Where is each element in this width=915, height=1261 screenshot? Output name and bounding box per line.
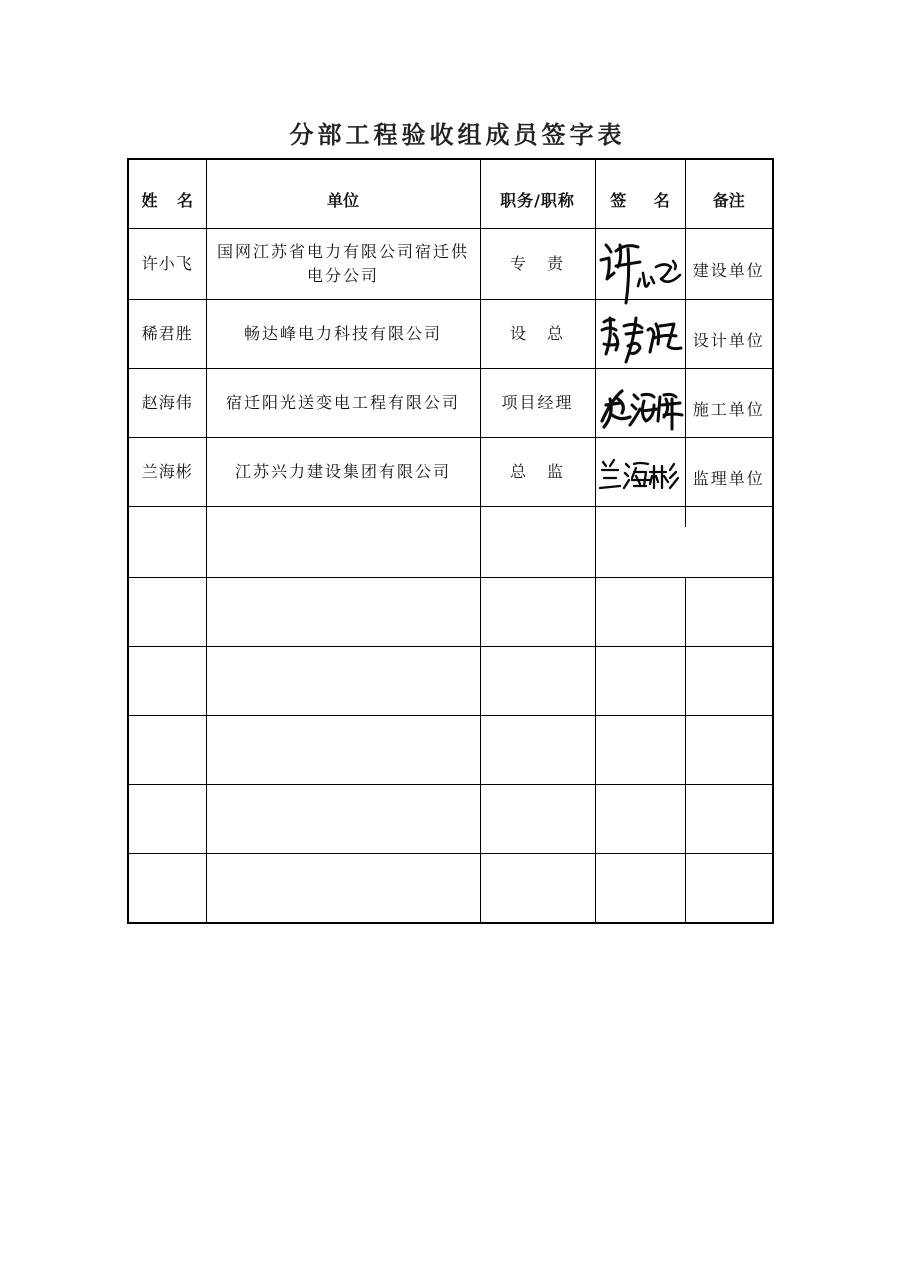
empty-name-cell — [128, 715, 206, 784]
empty-unit-cell — [206, 506, 480, 577]
table-row-empty — [128, 506, 773, 577]
empty-position-cell — [480, 853, 595, 923]
member-unit-line: 国网江苏省电力有限公司宿迁供 — [216, 241, 469, 261]
empty-signature-cell — [595, 784, 685, 853]
header-name: 姓 名 — [128, 159, 206, 228]
member-position: 项目经理 — [480, 368, 595, 437]
table-row-empty — [128, 646, 773, 715]
member-unit-line: 江苏兴力建设集团有限公司 — [234, 461, 451, 481]
table-header-row — [128, 159, 773, 228]
signature-cell — [595, 228, 685, 299]
header-remark: 备注 — [685, 159, 773, 228]
table-row — [128, 299, 773, 368]
empty-name-cell — [128, 506, 206, 577]
member-position: 设 总 — [480, 299, 595, 368]
table-row-empty — [128, 784, 773, 853]
handwritten-signature — [596, 438, 686, 510]
empty-position-cell — [480, 646, 595, 715]
empty-remark-cell — [685, 577, 773, 646]
empty-remark-cell — [685, 715, 773, 784]
member-name: 许小飞 — [128, 228, 206, 299]
empty-position-cell — [480, 506, 595, 577]
member-remark: 监理单位 — [685, 437, 773, 506]
table-row-empty — [128, 577, 773, 646]
empty-name-cell — [128, 784, 206, 853]
member-name: 兰海彬 — [128, 437, 206, 506]
signature-cell — [595, 299, 685, 368]
header-unit: 单位 — [206, 159, 480, 228]
empty-signature-cell — [595, 853, 685, 923]
member-unit — [206, 228, 480, 299]
empty-remark-cell — [685, 646, 773, 715]
empty-signature-cell — [595, 715, 685, 784]
table-row — [128, 368, 773, 437]
table-row-empty — [128, 715, 773, 784]
handwritten-signature — [596, 229, 686, 301]
member-unit — [206, 437, 480, 506]
empty-signature-remark-cell — [595, 506, 773, 577]
empty-remark-cell — [685, 853, 773, 923]
table-row-empty — [128, 853, 773, 923]
empty-remark-cell — [685, 784, 773, 853]
member-unit-line: 畅达峰电力科技有限公司 — [243, 323, 442, 343]
handwritten-signature — [596, 369, 686, 441]
member-name: 稀君胜 — [128, 299, 206, 368]
empty-unit-cell — [206, 646, 480, 715]
signature-cell — [595, 368, 685, 437]
empty-position-cell — [480, 577, 595, 646]
member-unit-line: 宿迁阳光送变电工程有限公司 — [225, 392, 460, 412]
empty-position-cell — [480, 784, 595, 853]
member-remark: 设计单位 — [685, 299, 773, 368]
empty-name-cell — [128, 853, 206, 923]
column-divider-stub — [685, 507, 687, 527]
empty-name-cell — [128, 646, 206, 715]
handwritten-signature — [596, 300, 686, 372]
member-name: 赵海伟 — [128, 368, 206, 437]
empty-unit-cell — [206, 784, 480, 853]
empty-signature-cell — [595, 577, 685, 646]
table-row — [128, 228, 773, 299]
document-title: 分部工程验收组成员签字表 — [289, 120, 626, 149]
member-position: 专 责 — [480, 228, 595, 299]
empty-unit-cell — [206, 715, 480, 784]
empty-position-cell — [480, 715, 595, 784]
member-unit — [206, 368, 480, 437]
member-unit-line: 电分公司 — [306, 265, 379, 285]
signature-cell — [595, 437, 685, 506]
empty-signature-cell — [595, 646, 685, 715]
empty-unit-cell — [206, 853, 480, 923]
signature-table — [127, 158, 774, 924]
empty-unit-cell — [206, 577, 480, 646]
member-unit — [206, 299, 480, 368]
member-remark: 施工单位 — [685, 368, 773, 437]
member-remark: 建设单位 — [685, 228, 773, 299]
empty-name-cell — [128, 577, 206, 646]
header-position: 职务/职称 — [480, 159, 595, 228]
member-position: 总 监 — [480, 437, 595, 506]
table-row — [128, 437, 773, 506]
header-signature: 签 名 — [595, 159, 685, 228]
